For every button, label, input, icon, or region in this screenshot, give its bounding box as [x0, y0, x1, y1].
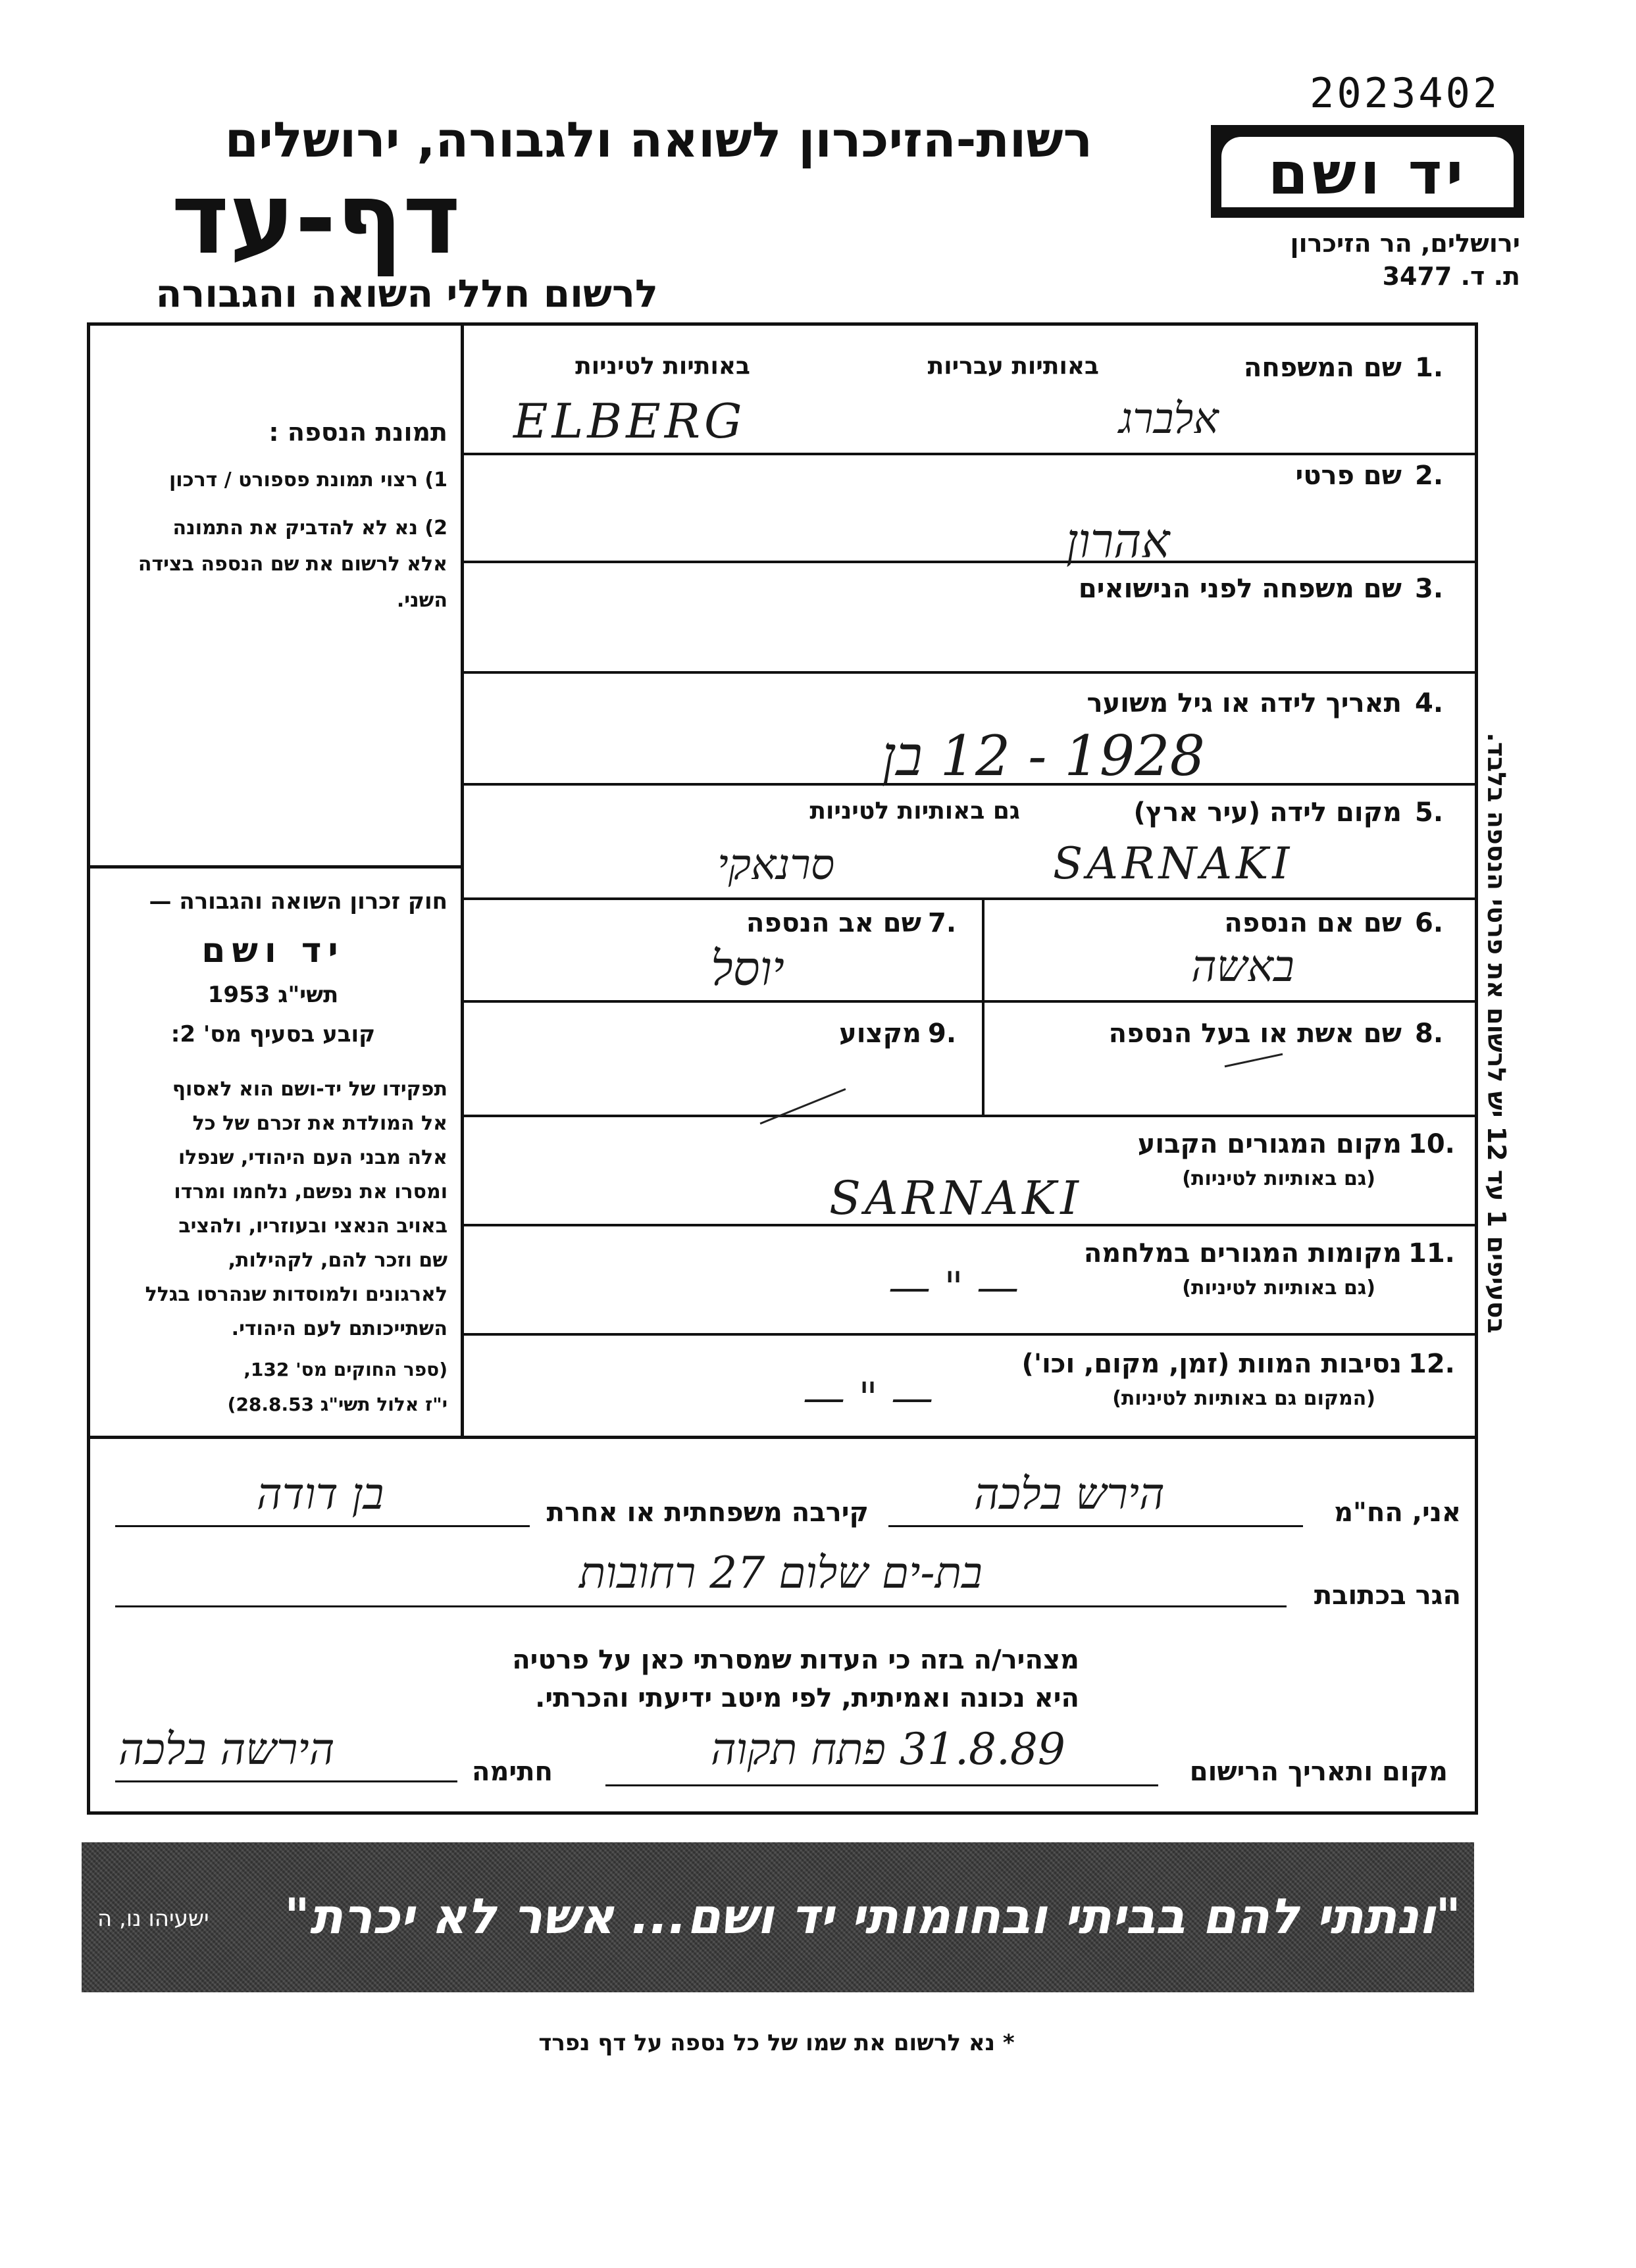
field-4-label: תאריך לידה או גיל משוער	[1086, 688, 1402, 718]
authority-title: רשות-הזיכרון לשואה ולגבורה, ירושלים	[224, 112, 1092, 168]
law-line: אל המולדת את זכרם של כל	[192, 1112, 447, 1135]
law-line: תפקידו של יד-ושם הוא לאסוף	[172, 1078, 447, 1101]
field-5-value-latin: SARNAKI	[1053, 838, 1294, 889]
field-9-number: 9.	[928, 1019, 957, 1049]
quote-banner	[82, 1842, 1474, 1992]
relation-value: בן דודה	[257, 1469, 384, 1519]
logo-text: יד ושם	[1267, 139, 1468, 207]
photo-box-title: תמונת הנספה :	[268, 418, 447, 447]
field-7-label: שם אב הנספה	[746, 908, 921, 938]
signature-label: חתימה	[471, 1757, 553, 1787]
field-6-number: 6.	[1415, 908, 1444, 938]
signature-value: הירשה בלכה	[118, 1724, 335, 1775]
field-1-value-hebrew: אלברג	[1119, 395, 1219, 443]
address-value: בת-ים שלום 27 רחובות	[579, 1548, 983, 1598]
field-9-label: מקצוע	[839, 1019, 921, 1049]
field-10-value: SARNAKI	[829, 1171, 1083, 1225]
photo-box-item-2-line-3: השני.	[396, 589, 447, 612]
photo-box-item-1: 1) רצוי תמונת פספורט / דרכון	[168, 468, 447, 491]
field-5-col-latin: גם באותיות לטיניות	[809, 797, 1020, 824]
field-2-value: אהרון	[1066, 513, 1170, 568]
field-1-value-latin: ELBERG	[513, 393, 746, 449]
law-name: יד ושם	[201, 931, 345, 970]
law-clause: קובע בסעיף מס' 2:	[170, 1021, 376, 1047]
yad-vashem-logo	[1211, 125, 1524, 218]
field-2-label: שם פרטי	[1295, 461, 1402, 491]
field-12-sub: (המקום גם באותיות לטיניות)	[1112, 1387, 1375, 1410]
law-heading: חוק זכרון השואה והגבורה —	[149, 888, 447, 915]
field-11-value: — " —	[888, 1263, 1019, 1312]
banner-quote: "ונתתי להם בביתי ובחומותי יד ושם... אשר לא יכרת"	[284, 1888, 1461, 1945]
declarant-label: אני, הח"מ	[1334, 1498, 1461, 1528]
address-line-1: ירושלים, הר הזיכרון	[1290, 229, 1520, 258]
side-note: בסעיפים 1 עד 12 יש לרשום את פרטי הנספה בלבד.	[1482, 732, 1511, 1334]
field-5-label: מקום לידה (עיר ארץ)	[1133, 797, 1402, 828]
statement-line-2: היא נכונה ואמיתית, לפי מיטב ידיעתי והכרתי.	[535, 1683, 1079, 1713]
statement-line-1: מצהיר/ה בזה כי העדות שמסרתי כאן על פרטיה	[512, 1645, 1079, 1675]
field-2-number: 2.	[1415, 461, 1444, 491]
address-label: הגר בכתובת	[1314, 1580, 1461, 1611]
field-6-label: שם אם הנספה	[1224, 908, 1402, 938]
field-12-label: נסיבות המוות (זמן, מקום, וכו')	[1021, 1349, 1402, 1379]
field-3-label: שם משפחה לפני הנישואים	[1078, 574, 1402, 604]
law-line: שם וזכר להם, לקהילות,	[228, 1249, 447, 1272]
field-5-number: 5.	[1415, 797, 1444, 828]
field-1-number: 1.	[1415, 353, 1444, 383]
field-10-number: 10.	[1408, 1129, 1455, 1159]
document-number: 2023402	[1310, 69, 1500, 117]
law-line: ומסרו את נפשם, נלחמו ומרדו	[174, 1180, 447, 1203]
law-ref-1: (ספר החוקים מס' 132,	[243, 1359, 447, 1380]
field-1-col-latin: באותיות לטיניות	[575, 353, 750, 380]
place-date-value: 31.8.89 פתח תקוה	[711, 1724, 1065, 1775]
relation-line	[115, 1525, 530, 1527]
field-1-col-hebrew: באותיות עבריות	[927, 353, 1099, 380]
photo-box-item-2-line-2: אלא לרשום את שם הנספה בצידה	[138, 553, 447, 576]
field-1-label: שם המשפחה	[1243, 353, 1402, 383]
field-7-number: 7.	[928, 908, 957, 938]
field-5-value-hebrew: סרנאקי	[717, 841, 835, 890]
field-10-sub: (גם באותיות לטיניות)	[1182, 1167, 1375, 1190]
law-text	[99, 1072, 447, 1346]
law-line: אלה מבני העם היהודי, שנפלו	[178, 1146, 447, 1169]
declarant-line	[888, 1525, 1303, 1527]
law-line: באויב הנאצי ובעוזריו, ולהציב	[178, 1215, 447, 1238]
field-11-sub: (גם באותיות לטיניות)	[1182, 1276, 1375, 1299]
field-11-number: 11.	[1408, 1238, 1455, 1269]
field-4-number: 4.	[1415, 688, 1444, 718]
address-line-2: ת. ד. 3477	[1382, 262, 1520, 291]
field-8-number: 8.	[1415, 1019, 1444, 1049]
field-6-value: באשה	[1191, 941, 1294, 992]
form-title: דף-עד	[171, 162, 461, 276]
address-line	[115, 1605, 1287, 1607]
law-line: השתייכותם לעם היהודי.	[231, 1317, 447, 1340]
field-11-label: מקומות המגורים במלחמה	[1083, 1238, 1402, 1269]
law-ref-2: י"ז אלול תשי"ג 28.8.53)	[227, 1394, 447, 1415]
law-year: תשי"ג 1953	[207, 982, 339, 1008]
declarant-value: הירש בלכה	[974, 1469, 1165, 1519]
banner-reference: ישעיהו נו, ה	[97, 1905, 209, 1932]
signature-line	[115, 1780, 457, 1782]
form-subtitle: לרשום חללי השואה והגבורה	[155, 271, 658, 316]
field-4-value: 1928 - 12 בן	[882, 724, 1206, 788]
footer-note: * נא לרשום את שמו של כל נספה על דף נפרד	[538, 2030, 1015, 2056]
field-8-label: שם אשת או בעל הנספה	[1108, 1019, 1402, 1049]
field-3-number: 3.	[1415, 574, 1444, 604]
field-12-number: 12.	[1408, 1349, 1455, 1379]
law-line: לארגונים ולמוסדות שנהרסו בגלל	[145, 1283, 447, 1306]
field-7-value: יוסל	[711, 941, 784, 996]
place-date-label: מקום ותאריך הרישום	[1189, 1757, 1448, 1787]
relation-label: קירבה משפחתית או אחרת	[546, 1498, 869, 1528]
field-12-value: — " —	[803, 1374, 934, 1423]
place-date-line	[605, 1784, 1158, 1786]
photo-box-item-2-line-1: 2) נא לא להדביק את התמונה	[172, 517, 447, 540]
field-10-label: מקום המגורים הקבוע	[1137, 1129, 1402, 1159]
